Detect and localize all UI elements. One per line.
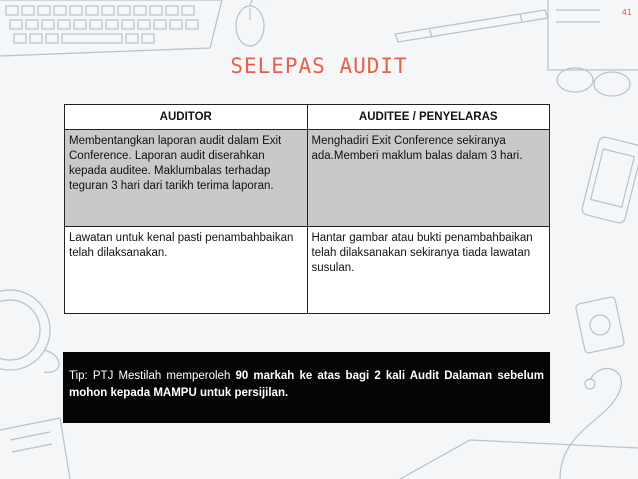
- table-row: [65, 227, 550, 314]
- phone-icon: [581, 136, 638, 224]
- paper-sheet-icon: [0, 418, 70, 479]
- keyboard-icon: [0, 0, 222, 56]
- tip-box: [63, 352, 550, 423]
- table-header-row: [65, 105, 550, 130]
- page-number: 41: [621, 8, 632, 17]
- coffee-cup-icon: [0, 290, 59, 372]
- mouse-icon: [236, 0, 270, 46]
- column-header-auditor: AUDITOR: [65, 105, 308, 130]
- table-row: [65, 130, 550, 227]
- tip-emphasis: 90 markah ke atas bagi 2 kali Audit Dalaman sebelum mohon kepada MAMPU untuk persijilan.: [69, 370, 544, 399]
- auditee-cell: Hantar gambar atau bukti penambahbaikan telah dilaksanakan sekiranya tiada lawatan susulan.: [307, 227, 550, 314]
- audit-table: [64, 104, 550, 314]
- earphones-icon: [560, 369, 621, 479]
- column-header-auditee: AUDITEE / PENYELARAS: [307, 105, 550, 130]
- page-title: SELEPAS AUDIT: [230, 54, 408, 78]
- auditee-cell: Menghadiri Exit Conference sekiranya ada.Memberi maklum balas dalam 3 hari.: [307, 130, 550, 227]
- auditor-cell: Lawatan untuk kenal pasti penambahbaikan telah dilaksanakan.: [65, 227, 308, 314]
- auditor-cell: Membentangkan laporan audit dalam Exit Conference. Laporan audit diserahkan kepada auditee. Maklumbalas terhadap teguran 3 hari dari tarikh terima laporan.: [65, 130, 308, 227]
- camera-icon: [575, 296, 625, 353]
- tip-text: Tip: PTJ Mestilah memperoleh: [69, 370, 236, 382]
- pen-icon: [395, 10, 548, 42]
